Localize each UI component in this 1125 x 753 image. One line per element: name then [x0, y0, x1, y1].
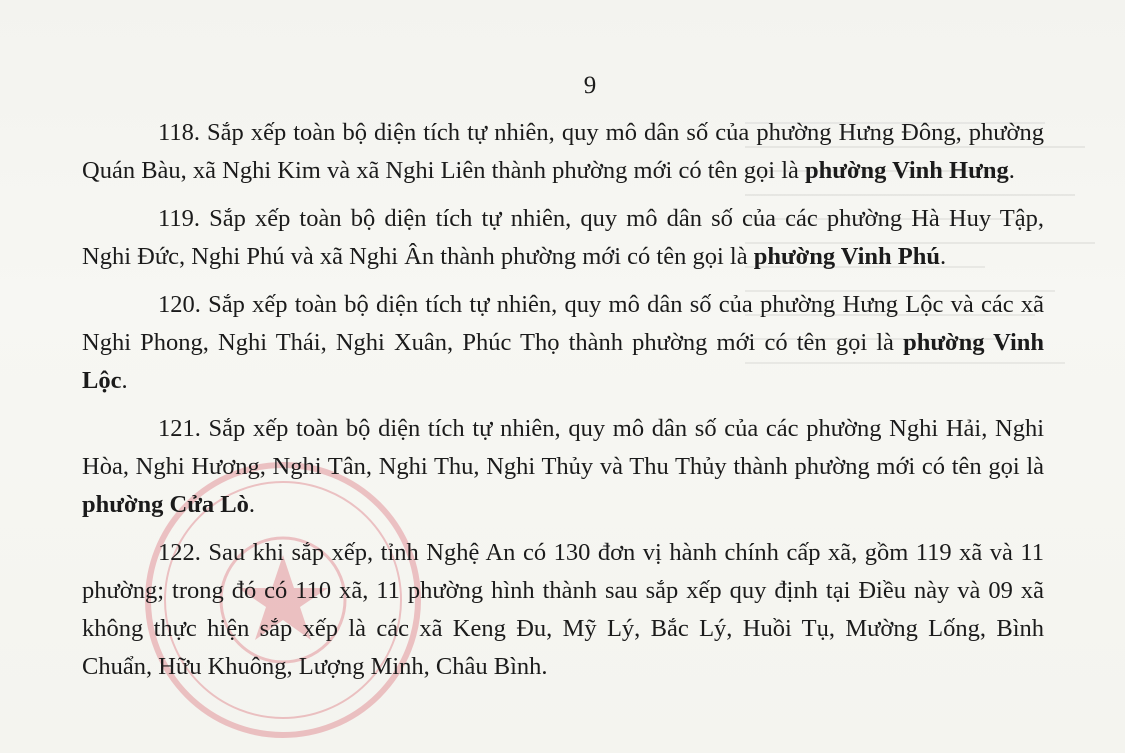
paragraph-text: 121. Sắp xếp toàn bộ diện tích tự nhiên, quy mô dân số của các phường Nghi Hải, Nghi Hòa, Nghi Hương, Nghi Tân, Nghi Thu, Nghi Thủy và Thu Thủy thành phường mới có tên gọi là — [82, 415, 1044, 480]
paragraph-tail: . — [1008, 157, 1015, 184]
paragraph-text: 120. Sắp xếp toàn bộ diện tích tự nhiên, quy mô dân số của phường Hưng Lộc và các xã Nghi Phong, Nghi Thái, Nghi Xuân, Phúc Thọ thành phường mới có tên gọi là — [82, 291, 1044, 356]
paragraph-text: 118. Sắp xếp toàn bộ diện tích tự nhiên, quy mô dân số của phường Hưng Đông, phường Quán Bàu, xã Nghi Kim và xã Nghi Liên thành phường mới có tên gọi là — [82, 119, 1044, 184]
paragraph-tail: . — [121, 367, 128, 394]
paragraph-text: 119. Sắp xếp toàn bộ diện tích tự nhiên, quy mô dân số của các phường Hà Huy Tập, Nghi Đức, Nghi Phú và xã Nghi Ân thành phường mới có tên gọi là — [82, 205, 1044, 270]
paragraph-119 — [82, 200, 1044, 276]
paragraph-emphasis: phường Vinh Phú — [753, 243, 940, 270]
paragraph-emphasis: phường Vinh Lộc — [82, 329, 1045, 394]
paragraph-120 — [82, 286, 1044, 400]
paragraph-emphasis: phường Vinh Hưng — [805, 157, 1009, 184]
document-body — [82, 114, 1044, 696]
paragraph-121 — [82, 410, 1044, 524]
paragraph-tail: . — [248, 491, 256, 518]
paragraph-122 — [82, 534, 1044, 686]
paragraph-118 — [82, 114, 1044, 190]
paragraph-tail: . — [939, 243, 947, 270]
paragraph-emphasis: phường Cửa Lò — [82, 491, 249, 518]
page-number: 9 — [583, 72, 597, 99]
paragraph-text: 122. Sau khi sắp xếp, tỉnh Nghệ An có 130 đơn vị hành chính cấp xã, gồm 119 xã và 11 phường; trong đó có 110 xã, 11 phường hình thành sau sắp xếp quy định tại Điều này và 09 xã không thực hiện sắp xếp là các xã Keng Đu, Mỹ Lý, Bắc Lý, Huồi Tụ, Mường Lống, Bình Chuẩn, Hữu Khuông, Lượng Minh, Châu Bình. — [82, 539, 1044, 680]
